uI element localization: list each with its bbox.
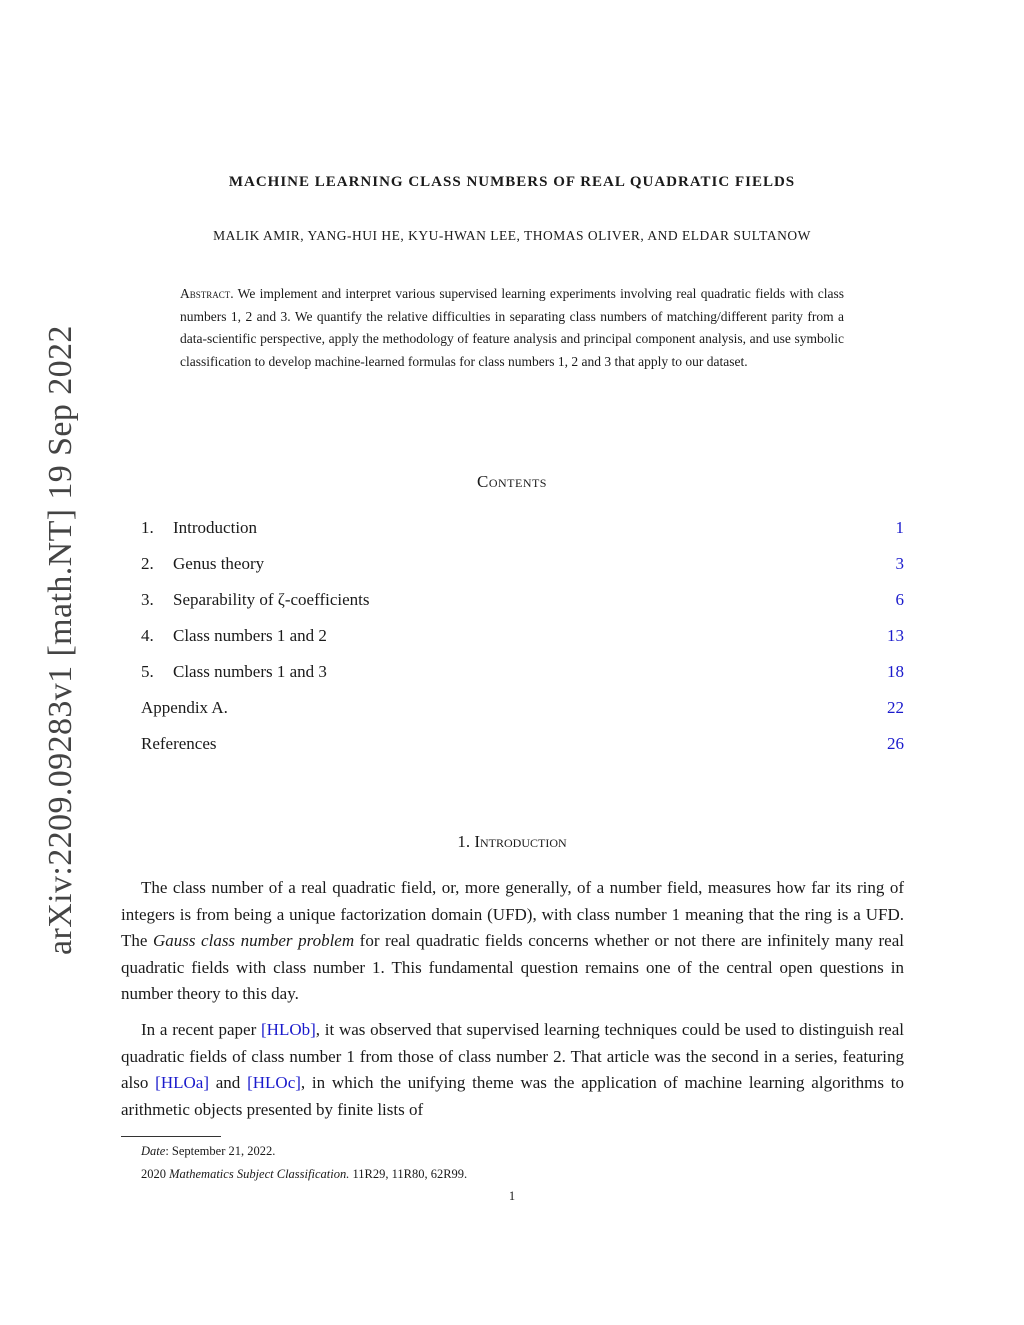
toc-page-link[interactable]: 1 bbox=[895, 518, 904, 537]
abstract-label: Abstract. bbox=[180, 286, 234, 301]
toc-page-link[interactable]: 26 bbox=[887, 734, 904, 753]
section-number: 1. bbox=[457, 832, 471, 851]
author-list: MALIK AMIR, YANG-HUI HE, KYU-HWAN LEE, THOMAS OLIVER, AND ELDAR SULTANOW bbox=[213, 228, 811, 243]
toc-entry-number: 3. bbox=[141, 590, 154, 609]
paragraph-text: The class number of a real quadratic field, or, more generally, of a number field, measures how far its ring of integers is from being a unique factorization domain (UFD), with class number 1 meaning that the ring is a UFD. The bbox=[121, 878, 904, 950]
toc-entry-title: Introduction bbox=[173, 518, 258, 537]
toc-entry-appendix[interactable] bbox=[141, 698, 904, 734]
paragraph-text: , it was observed that supervised learning techniques could be used to distinguish real quadratic fields of class number 1 from those of class number 2. That article was the second in a series, featuring also bbox=[121, 1020, 904, 1092]
paragraph-text: In a recent paper bbox=[141, 1020, 262, 1039]
toc-page-link[interactable]: 3 bbox=[895, 554, 904, 573]
footnote-msc-codes: 11R29, 11R80, 62R99. bbox=[349, 1167, 468, 1181]
toc-entry-class-numbers-1-3[interactable] bbox=[141, 662, 904, 698]
page-number: 1 bbox=[508, 1189, 516, 1203]
toc-page-link[interactable]: 6 bbox=[895, 590, 904, 609]
toc-entry-number: 1. bbox=[141, 518, 154, 537]
arxiv-identifier-stamp: arXiv:2209.09283v1 [math.NT] 19 Sep 2022 bbox=[42, 325, 79, 955]
section-heading-introduction bbox=[0, 832, 1024, 852]
toc-entry-number: 5. bbox=[141, 662, 154, 681]
footnote-date-label: Date bbox=[141, 1144, 166, 1158]
citation-link-hloa[interactable]: [HLOa] bbox=[155, 1073, 209, 1092]
footnote-msc-label: Mathematics Subject Classification. bbox=[169, 1167, 350, 1181]
contents-heading: Contents bbox=[476, 472, 547, 491]
toc-entry-genus-theory[interactable] bbox=[141, 554, 904, 590]
toc-entry-references[interactable] bbox=[141, 734, 904, 770]
abstract-text: We implement and interpret various supervised learning experiments involving real quadratic fields with class numbers 1, 2 and 3. We quantify the relative difficulties in separating class numbers of matching/different parity from a data-scientific perspective, apply the methodology of feature analysis and principal component analysis, and use symbolic classification to develop machine-learned formulas for class numbers 1, 2 and 3 that apply to our dataset. bbox=[180, 286, 844, 369]
table-of-contents bbox=[141, 518, 904, 770]
paper-title: MACHINE LEARNING CLASS NUMBERS OF REAL QUADRATIC FIELDS bbox=[228, 174, 796, 190]
intro-paragraph-2 bbox=[121, 1017, 904, 1123]
paragraph-text: and bbox=[208, 1073, 248, 1092]
toc-entry-title: Appendix A. bbox=[141, 698, 228, 717]
citation-link-hlob[interactable]: [HLOb] bbox=[261, 1020, 316, 1039]
toc-entry-number: 2. bbox=[141, 554, 154, 573]
citation-link-hloc[interactable]: [HLOc] bbox=[247, 1073, 301, 1092]
intro-paragraph-1 bbox=[121, 875, 904, 1008]
paragraph-text: , in which the unifying theme was the application of machine learning algorithms to arithmetic objects presented by finite lists of bbox=[121, 1073, 905, 1119]
toc-entry-title: Class numbers 1 and 3 bbox=[173, 662, 327, 681]
footnote-date-value: : September 21, 2022. bbox=[165, 1144, 276, 1158]
toc-page-link[interactable]: 18 bbox=[887, 662, 904, 681]
footnote-date bbox=[141, 1144, 275, 1159]
footnote-msc-year: 2020 bbox=[141, 1167, 170, 1181]
footnote-divider bbox=[121, 1136, 221, 1137]
toc-entry-title: References bbox=[141, 734, 217, 753]
toc-page-link[interactable]: 22 bbox=[887, 698, 904, 717]
section-title: Introduction bbox=[474, 832, 567, 851]
toc-entry-title: Separability of ζ-coefficients bbox=[173, 590, 370, 609]
toc-entry-title: Class numbers 1 and 2 bbox=[173, 626, 327, 645]
toc-page-link[interactable]: 13 bbox=[887, 626, 904, 645]
abstract bbox=[180, 283, 844, 373]
toc-entry-introduction[interactable] bbox=[141, 518, 904, 554]
toc-entry-title: Genus theory bbox=[173, 554, 265, 573]
toc-entry-number: 4. bbox=[141, 626, 154, 645]
footnote-msc bbox=[141, 1167, 467, 1182]
toc-entry-separability[interactable] bbox=[141, 590, 904, 626]
emphasized-term: Gauss class number problem bbox=[152, 931, 355, 950]
toc-entry-class-numbers-1-2[interactable] bbox=[141, 626, 904, 662]
paragraph-text: for real quadratic fields concerns whether or not there are infinitely many real quadratic fields with class number 1. This fundamental question remains one of the central open questions in number theory to this day. bbox=[121, 931, 904, 1003]
